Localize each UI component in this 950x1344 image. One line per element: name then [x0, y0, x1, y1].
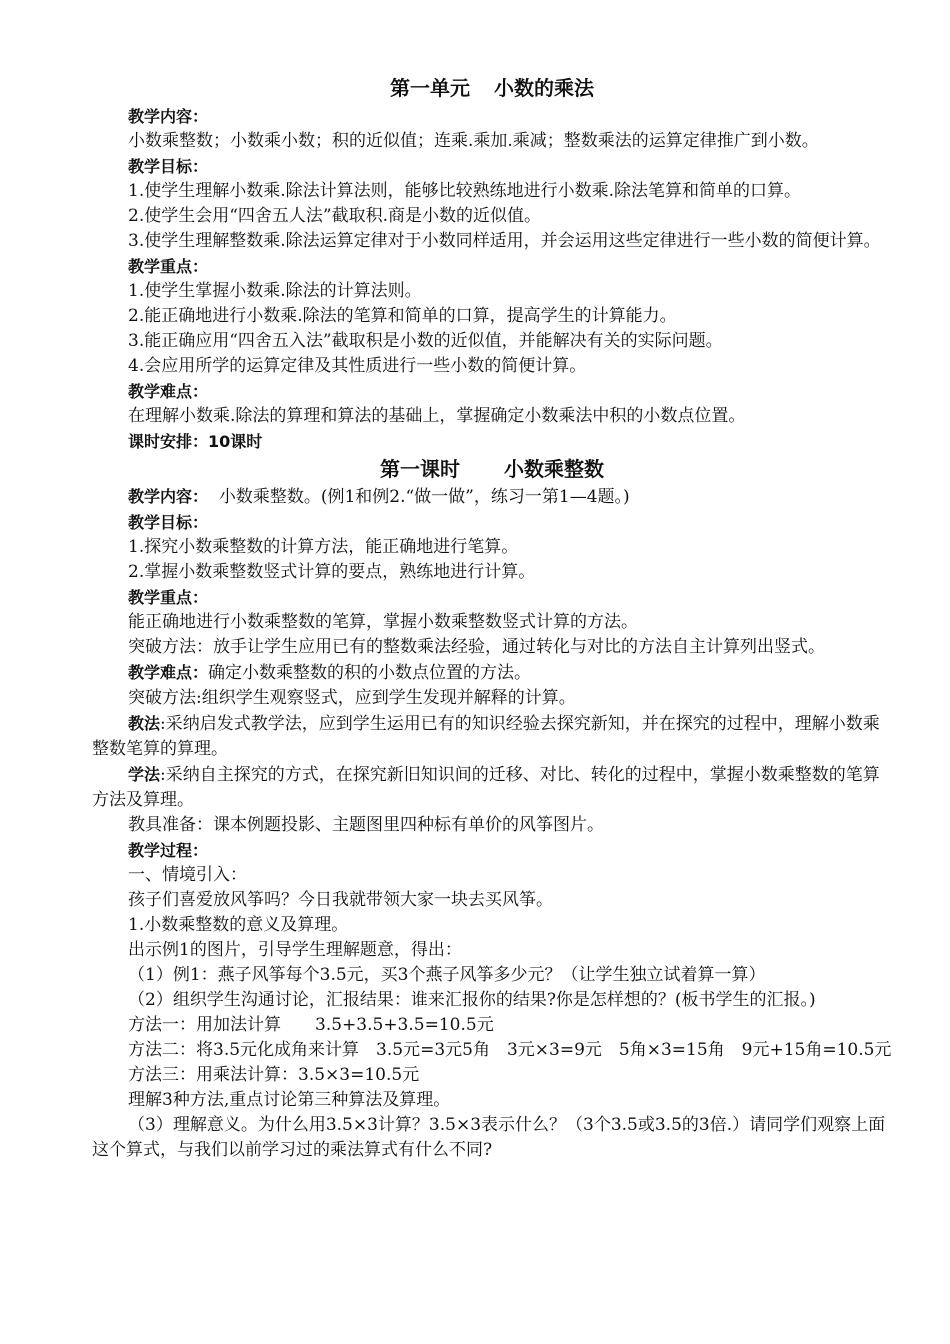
unit-title-part2: 小数的乘法 [494, 76, 594, 100]
lesson-difficult-line [92, 660, 892, 686]
lesson-key-breakthrough: 突破方法：放手让学生应用已有的整数乘法经验，通过转化与对比的方法自主计算列出竖式。 [128, 637, 825, 657]
document-body [92, 72, 892, 1163]
lesson-method-line [92, 711, 892, 762]
lesson-process-item: 1.小数乘整数的意义及算理。 [128, 915, 349, 935]
lesson-key-text: 能正确地进行小数乘整数的笔算，掌握小数乘整数竖式计算的方法。 [128, 612, 638, 632]
unit-goal-item: 2.使学生会用“四舍五人法”截取积.商是小数的近似值。 [128, 206, 542, 226]
lesson-process-item: 孩子们喜爱放风筝吗？今日我就带领大家一块去买风筝。 [128, 890, 553, 910]
lesson-title [92, 454, 892, 484]
lesson-difficult-heading: 教学难点： [128, 663, 209, 682]
lesson-title-part2: 小数乘整数 [504, 457, 604, 481]
unit-title-part1: 第一单元 [390, 76, 470, 100]
lesson-goal-item: 2.掌握小数乘整数竖式计算的要点，熟练地进行计算。 [128, 562, 536, 582]
lesson-process-item: 方法二：将3.5元化成角来计算 3.5元=3元5角 3元×3=9元 5角×3=15角 9元+15角=10.5元 [128, 1040, 892, 1060]
unit-goals-heading: 教学目标： [128, 157, 209, 176]
unit-title [92, 72, 892, 104]
lesson-method-text: :采纳启发式教学法，应到学生运用已有的知识经验去探究新知，并在探究的过程中，理解小数乘整数笔算的算理。 [92, 714, 880, 759]
unit-content-heading: 教学内容： [128, 107, 209, 126]
unit-goal-item: 1.使学生理解小数乘.除法计算法则，能够比较熟练地进行小数乘.除法笔算和简单的口算。 [128, 181, 802, 201]
lesson-process-item: 理解3种方法,重点讨论第三种算法及算理。 [128, 1090, 451, 1110]
lesson-process-item: 出示例1的图片，引导学生理解题意，得出： [128, 940, 462, 960]
lesson-difficult-breakthrough: 突破方法:组织学生观察竖式，应到学生发现并解释的计算。 [128, 688, 576, 708]
lesson-process-item: 方法一：用加法计算 3.5+3.5+3.5=10.5元 [128, 1015, 494, 1035]
lesson-method-heading: 教法 [128, 714, 161, 733]
lesson-learn-text: :采纳自主探究的方式，在探究新旧知识间的迁移、对比、转化的过程中，掌握小数乘整数的笔算方法及算理。 [92, 765, 880, 810]
lesson-title-part1: 第一课时 [380, 457, 460, 481]
lesson-content-text: 小数乘整数。(例1和例2.“做一做”，练习一第1—4题。) [218, 487, 630, 507]
lesson-process-item: 方法三：用乘法计算：3.5×3=10.5元 [128, 1065, 420, 1085]
lesson-content-heading: 教学内容： [128, 487, 209, 506]
lesson-key-heading: 教学重点： [128, 588, 209, 607]
unit-goal-item: 3.使学生理解整数乘.除法运算定律对于小数同样适用，并会运用这些定律进行一些小数的简便计算。 [128, 231, 881, 251]
lesson-process-item: （2）组织学生沟通讨论，汇报结果：谁来汇报你的结果?你是怎样想的？(板书学生的汇报。) [128, 990, 816, 1010]
lesson-process-item: （3）理解意义。为什么用3.5×3计算？3.5×3表示什么？（3个3.5或3.5的3倍.）请同学们观察上面这个算式，与我们以前学习过的乘法算式有什么不同? [92, 1115, 886, 1160]
unit-difficult-heading: 教学难点： [128, 382, 209, 401]
unit-key-heading: 教学重点： [128, 257, 209, 276]
lesson-process-item: （1）例1：燕子风筝每个3.5元，买3个燕子风筝多少元？（让学生独立试着算一算） [128, 965, 766, 985]
lesson-goal-item: 1.探究小数乘整数的计算方法，能正确地进行笔算。 [128, 537, 519, 557]
unit-content-text: 小数乘整数；小数乘小数；积的近似值；连乘.乘加.乘减；整数乘法的运算定律推广到小数。 [128, 131, 819, 151]
unit-schedule: 课时安排：10课时 [128, 432, 263, 451]
unit-key-item: 4.会应用所学的运算定律及其性质进行一些小数的简便计算。 [128, 356, 587, 376]
unit-difficult-text: 在理解小数乘.除法的算理和算法的基础上，掌握确定小数乘法中积的小数点位置。 [128, 406, 746, 426]
lesson-process-heading: 教学过程： [128, 841, 209, 860]
unit-key-item: 3.能正确应用“四舍五入法”截取积是小数的近似值，并能解决有关的实际问题。 [128, 331, 723, 351]
lesson-learn-line [92, 762, 892, 813]
lesson-content-line [92, 484, 892, 510]
lesson-process-item: 一、情境引入： [128, 865, 247, 885]
lesson-learn-heading: 学法 [128, 765, 161, 784]
unit-key-item: 2.能正确地进行小数乘.除法的笔算和简单的口算，提高学生的计算能力。 [128, 306, 677, 326]
unit-key-item: 1.使学生掌握小数乘.除法的计算法则。 [128, 281, 422, 301]
lesson-goals-heading: 教学目标： [128, 513, 209, 532]
lesson-difficult-text: 确定小数乘整数的积的小数点位置的方法。 [208, 663, 532, 683]
lesson-tools: 教具准备：课本例题投影、主题图里四种标有单价的风筝图片。 [128, 815, 604, 835]
